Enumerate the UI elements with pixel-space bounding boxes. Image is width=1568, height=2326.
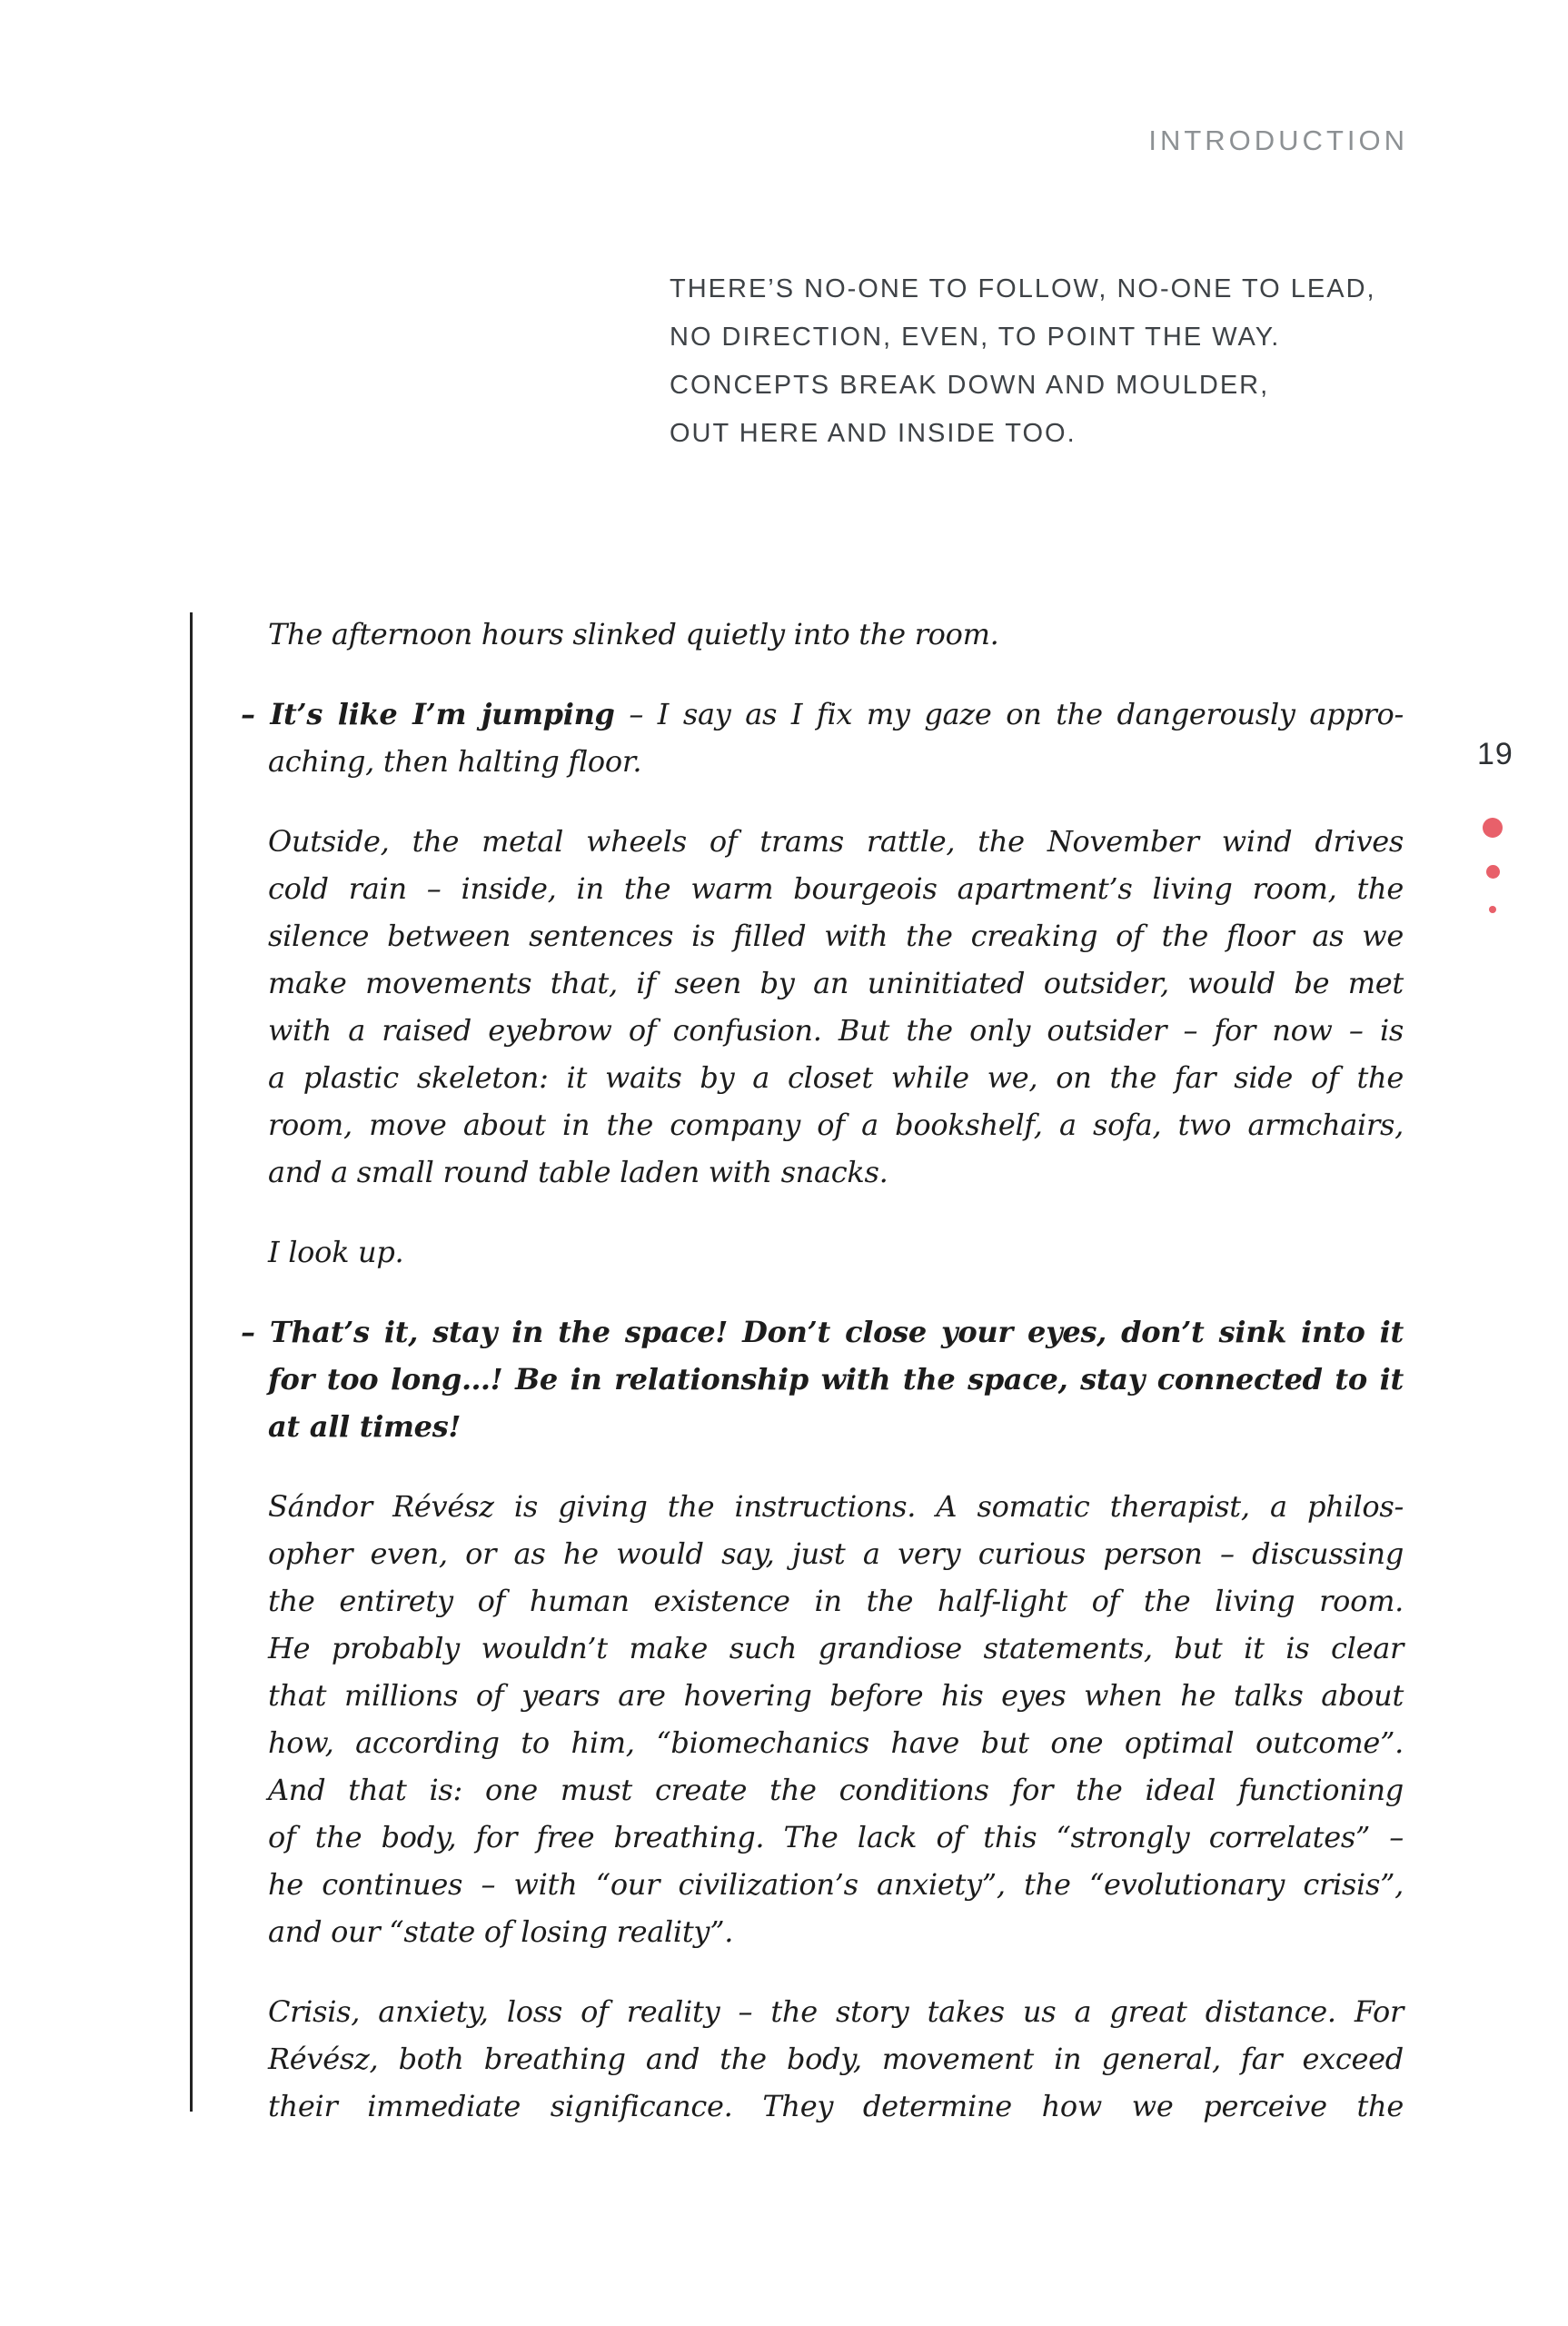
body-line: [268, 1228, 1404, 1276]
text-segment: Sándor Révész is giving the instructions. A somatic therapist, a philos-: [268, 1489, 1404, 1524]
body-line: [241, 691, 1404, 738]
left-vertical-rule: [190, 612, 193, 2112]
text-segment: – I say as I fix my gaze on the dangerously appro-: [614, 697, 1404, 731]
text-segment: Outside, the metal wheels of trams rattle, the November wind drives: [268, 824, 1404, 859]
body-line: [268, 959, 1404, 1007]
text-segment: and our “state of losing reality”.: [268, 1914, 734, 1949]
body-line: [268, 1719, 1404, 1766]
body-line: [268, 1672, 1404, 1719]
epigraph-line: NO DIRECTION, EVEN, TO POINT THE WAY.: [670, 323, 1281, 352]
body-line: [268, 1766, 1404, 1814]
body-line: [241, 1308, 1404, 1356]
body-line: [268, 1483, 1404, 1530]
text-segment: how, according to him, “biomechanics have but one optimal outcome”.: [268, 1725, 1404, 1760]
paragraph: [268, 611, 1404, 658]
epigraph-line: OUT HERE AND INSIDE TOO.: [670, 419, 1077, 448]
body-line: [268, 1148, 1404, 1196]
body-line: [268, 2082, 1404, 2130]
paragraph: [241, 691, 1404, 785]
text-segment: cold rain – inside, in the warm bourgeois apartment’s living room, the: [268, 871, 1404, 906]
text-segment: The afternoon hours slinked quietly into the room.: [268, 617, 999, 651]
epigraph-line: THERE’S NO-ONE TO FOLLOW, NO-ONE TO LEAD,: [670, 274, 1376, 303]
text-segment: room, move about in the company of a bookshelf, a sofa, two armchairs,: [268, 1108, 1404, 1142]
body-line: [268, 865, 1404, 912]
text-segment: he continues – with “our civilization’s anxiety”, the “evolutionary crisis”,: [268, 1867, 1404, 1902]
paragraph: [268, 818, 1404, 1196]
paragraph: [241, 1308, 1404, 1450]
page-number: 19: [1477, 737, 1513, 771]
text-segment: silence between sentences is filled with the creaking of the floor as we: [268, 919, 1404, 953]
body-line: [268, 1861, 1404, 1908]
body-line: [268, 1625, 1404, 1672]
paragraph: [268, 1988, 1404, 2130]
accent-dot: [1483, 818, 1503, 838]
text-segment: and a small round table laden with snacks.: [268, 1155, 888, 1189]
body-line: [268, 1054, 1404, 1101]
text-segment: opher even, or as he would say, just a very curious person – discussing: [268, 1536, 1404, 1571]
bold-text-segment: for too long…! Be in relationship with the space, stay connected to it: [268, 1362, 1404, 1397]
body-line: [268, 1577, 1404, 1625]
paragraph: [268, 1483, 1404, 1955]
text-segment: of the body, for free breathing. The lack of this “strongly correlates” –: [268, 1820, 1404, 1854]
text-segment: that millions of years are hovering before his eyes when he talks about: [268, 1678, 1404, 1713]
bold-text-segment: – It’s like I’m jumping: [241, 697, 615, 731]
body-line: [268, 738, 1404, 785]
margin-dots: [1483, 818, 1503, 913]
body-line: [268, 1356, 1404, 1403]
body-line: [268, 1403, 1404, 1450]
accent-dot: [1489, 906, 1496, 913]
bold-text-segment: – That’s it, stay in the space! Don’t close your eyes, don’t sink into it: [241, 1315, 1404, 1349]
text-segment: Révész, both breathing and the body, movement in general, far exceed: [268, 2042, 1404, 2076]
text-segment: He probably wouldn’t make such grandiose statements, but it is clear: [268, 1631, 1404, 1665]
text-segment: Crisis, anxiety, loss of reality – the story takes us a great distance. For: [268, 1994, 1404, 2029]
body-line: [268, 611, 1404, 658]
text-segment: make movements that, if seen by an uninitiated outsider, would be met: [268, 966, 1404, 1000]
text-segment: a plastic skeleton: it waits by a closet while we, on the far side of the: [268, 1060, 1404, 1095]
text-segment: their immediate significance. They determine how we perceive the: [268, 2089, 1404, 2123]
text-segment: I look up.: [268, 1235, 404, 1269]
body-line: [268, 912, 1404, 959]
epigraph: [670, 265, 1487, 458]
body-line: [268, 1007, 1404, 1054]
bold-text-segment: at all times!: [268, 1409, 461, 1444]
text-segment: the entirety of human existence in the half-light of the living room.: [268, 1584, 1404, 1618]
running-header: INTRODUCTION: [1148, 124, 1408, 156]
body-line: [268, 1101, 1404, 1148]
body-line: [268, 1908, 1404, 1955]
accent-dot: [1486, 865, 1500, 879]
text-segment: And that is: one must create the conditions for the ideal functioning: [268, 1773, 1404, 1807]
text-segment: with a raised eyebrow of confusion. But the only outsider – for now – is: [268, 1013, 1404, 1048]
text-segment: aching, then halting floor.: [268, 744, 642, 779]
body-line: [268, 1988, 1404, 2035]
epigraph-line: CONCEPTS BREAK DOWN AND MOULDER,: [670, 371, 1270, 400]
body-line: [268, 1814, 1404, 1861]
body-line: [268, 2035, 1404, 2082]
paragraph: [268, 1228, 1404, 1276]
body-line: [268, 1530, 1404, 1577]
body-line: [268, 818, 1404, 865]
body-text: [241, 611, 1404, 2130]
